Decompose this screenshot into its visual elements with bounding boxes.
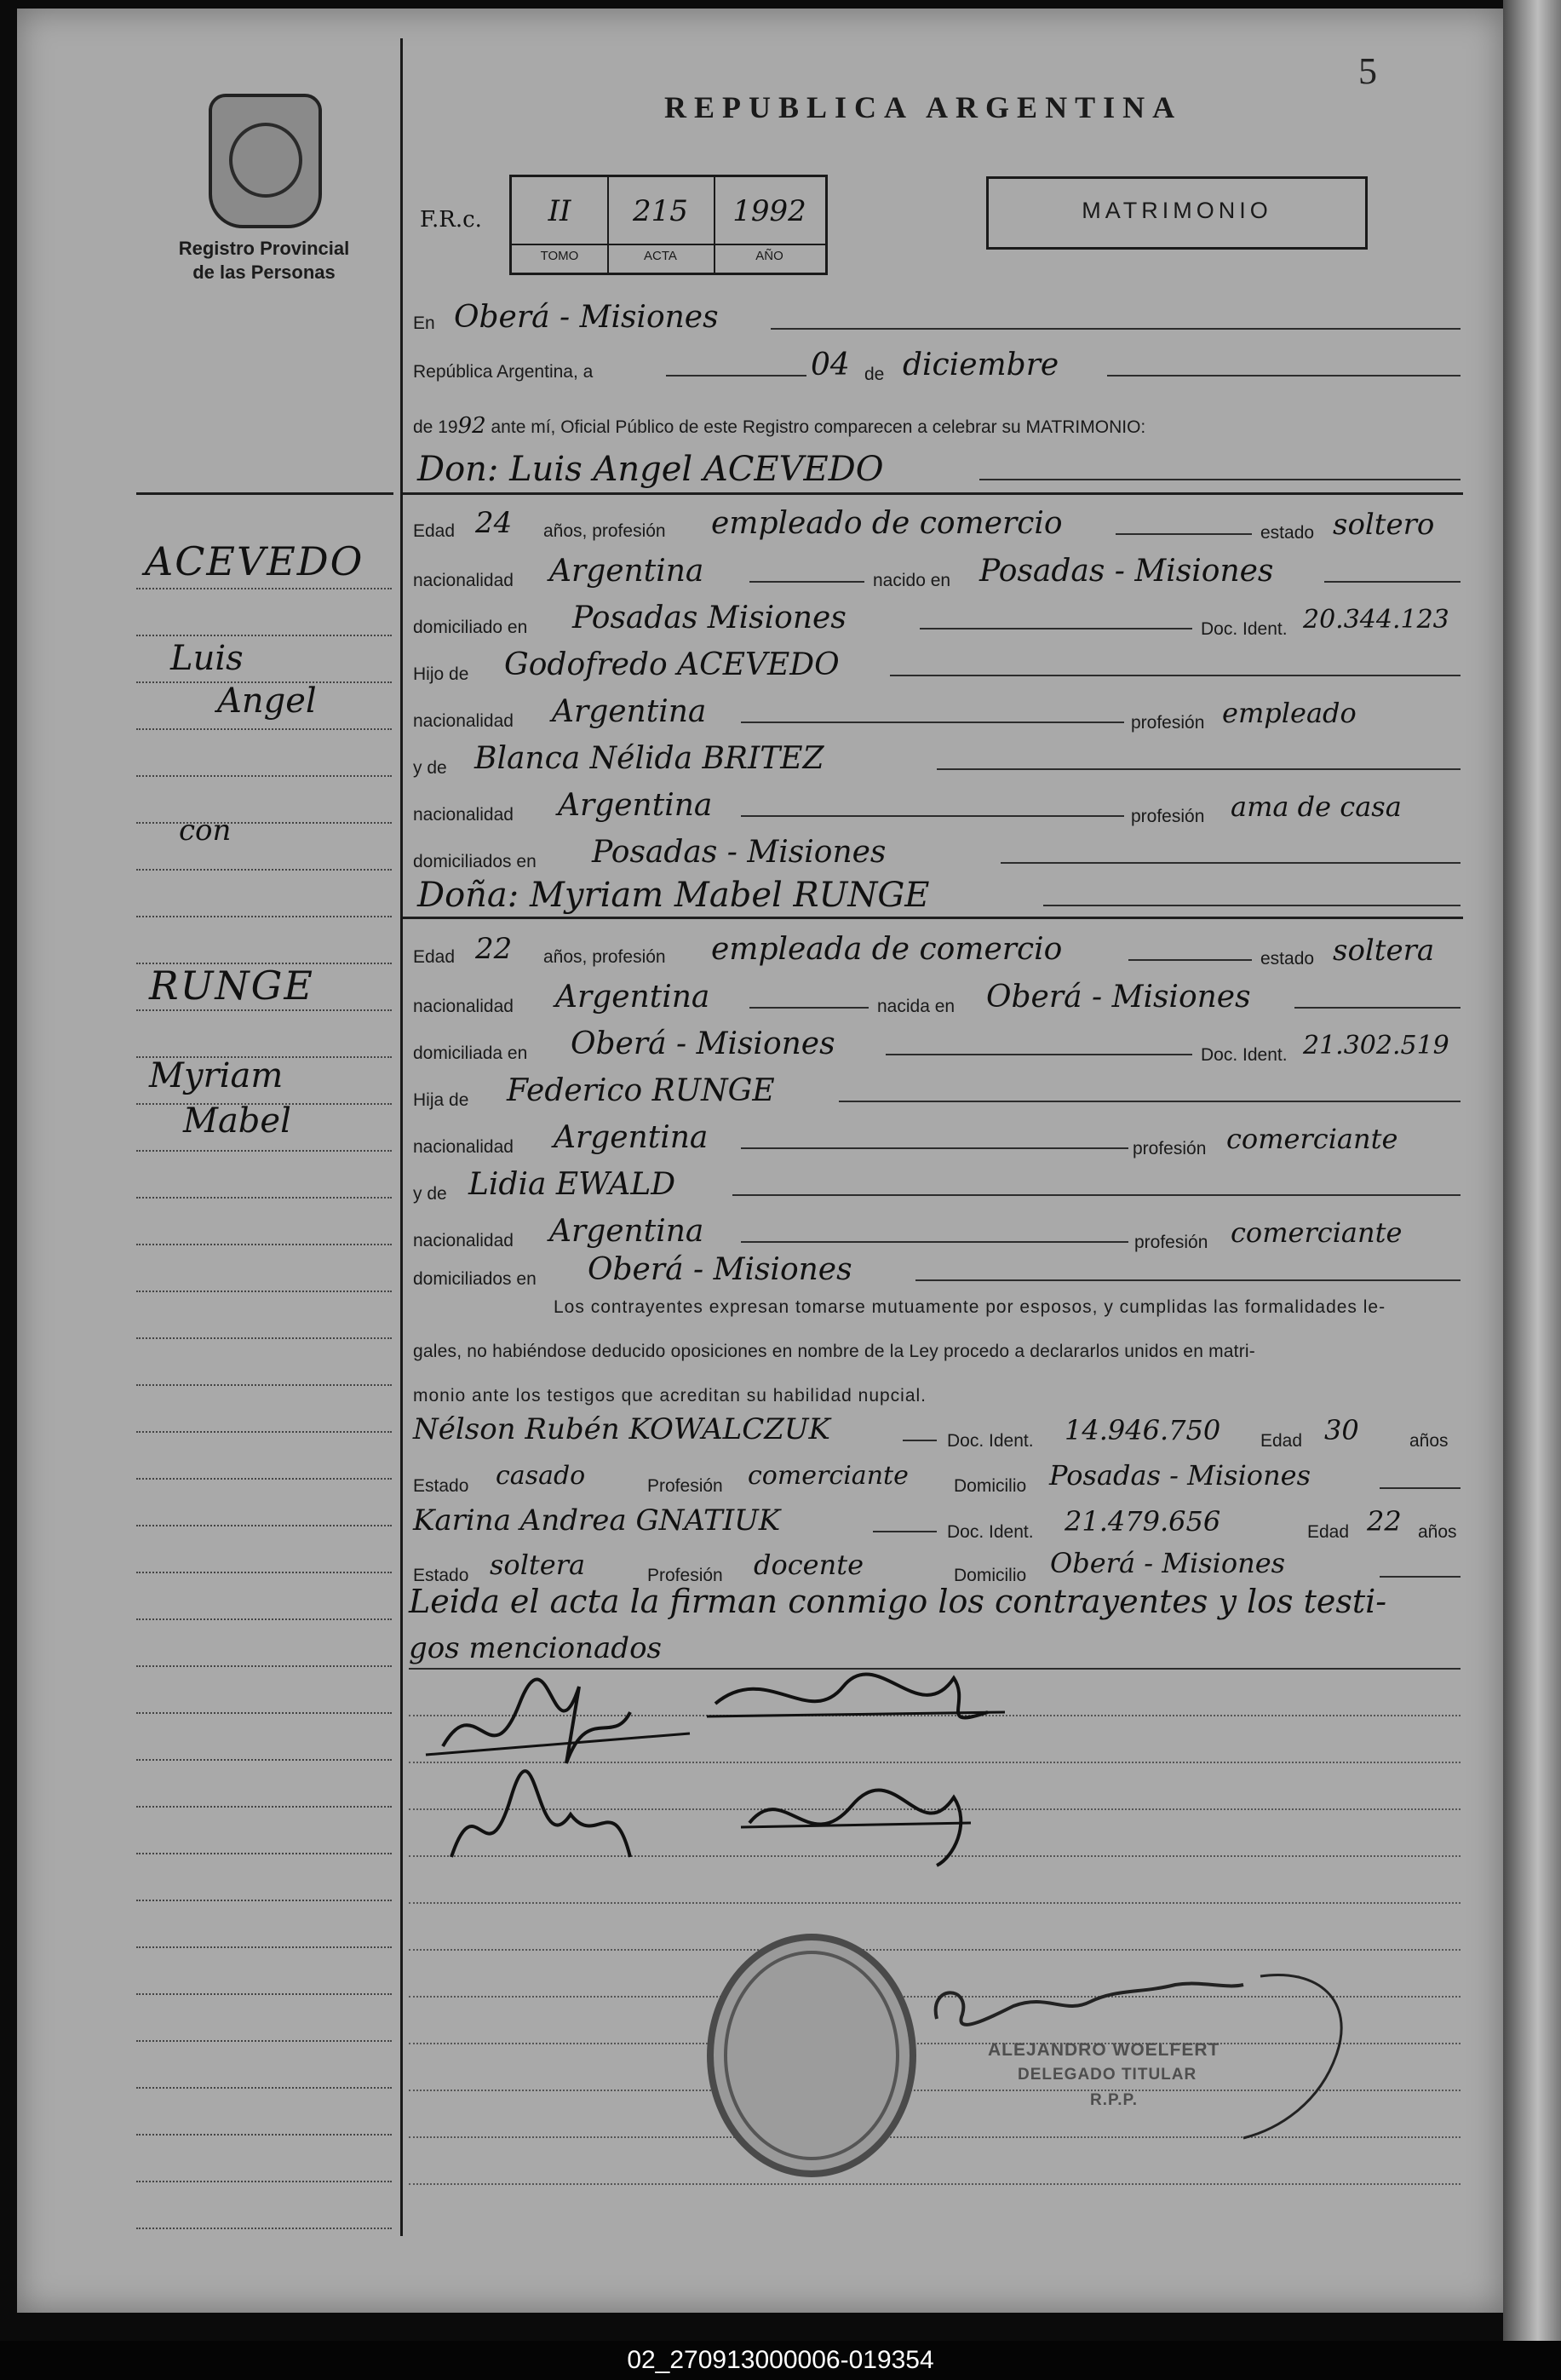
witness-2-domicile: Oberá - Misiones (1050, 1547, 1286, 1579)
bride-father: Federico RUNGE (507, 1073, 775, 1108)
bride-mother-profession: comerciante (1231, 1216, 1403, 1249)
groom-mother-nationality: Argentina (558, 788, 713, 823)
province-coat-of-arms-icon (209, 94, 322, 228)
groom-father: Godofredo ACEVEDO (504, 647, 840, 682)
witness-1-doc: 14.946.750 (1065, 1414, 1221, 1446)
groom-age: 24 (475, 506, 513, 540)
frc-label: F.R.c. (420, 207, 482, 233)
witness-2-age: 22 (1367, 1505, 1402, 1538)
bride-domicile-label: domiciliada en (413, 1043, 528, 1063)
margin-groom-surname: ACEVEDO (145, 538, 364, 584)
groom-mother-prof-label: profesión (1131, 807, 1205, 826)
official-name: ALEJANDRO WOELFERT (988, 2040, 1220, 2060)
witness-1-status: casado (496, 1461, 586, 1491)
declaration-line-2: gales, no habiéndose deducido oposiciones en nombre de la Ley procedo a declararlos unidos en matri- (413, 1342, 1255, 1361)
bride-doc-label: Doc. Ident. (1201, 1045, 1288, 1065)
groom-domicile-label: domiciliado en (413, 618, 528, 637)
witness-2-status-label: Estado (413, 1566, 469, 1585)
day: 04 (811, 348, 850, 382)
witness-2-status: soltera (490, 1549, 586, 1581)
bride-mother-prof-label: profesión (1134, 1233, 1208, 1252)
groom-mother-profession: ama de casa (1231, 790, 1402, 823)
bride-mother-nat-label: nacionalidad (413, 1231, 514, 1250)
groom-mother-nat-label: nacionalidad (413, 805, 514, 825)
margin-bride-name-1: Myriam (149, 1056, 284, 1095)
witness-1-domicile: Posadas - Misiones (1049, 1459, 1311, 1492)
bride-nationality: Argentina (555, 980, 710, 1015)
bride-status-label: estado (1260, 949, 1315, 969)
page-number: 5 (1358, 50, 1377, 92)
official-office: R.P.P. (1090, 2091, 1139, 2109)
bride-born-label: nacida en (877, 997, 956, 1016)
groom-born-label: nacido en (873, 571, 951, 590)
appearance-text: ante mí, Oficial Público de este Registro comparecen a celebrar su MATRIMONIO: (491, 417, 1146, 437)
margin-groom-name-1: Luis (170, 639, 244, 678)
groom-doc-label: Doc. Ident. (1201, 619, 1288, 639)
witness-2-name: Karina Andrea GNATIUK (413, 1503, 781, 1538)
official-role: DELEGADO TITULAR (1018, 2066, 1197, 2084)
groom-son-of-label: Hijo de (413, 664, 469, 684)
groom-age-label: Edad (413, 521, 456, 541)
act-type-box (986, 176, 1368, 250)
margin-bride-surname: RUNGE (149, 963, 314, 1009)
year-prefix: de 19 (413, 417, 458, 437)
year-suffix: 92 (457, 413, 486, 439)
record-number-box (509, 175, 828, 275)
bride-nationality-label: nacionalidad (413, 997, 514, 1016)
month: diciembre (903, 348, 1059, 382)
bride-parents-domicile: Oberá - Misiones (588, 1252, 852, 1287)
witness-2-profession: docente (754, 1549, 864, 1581)
act-type: MATRIMONIO (1082, 198, 1272, 223)
witness-1-age-label: Edad (1260, 1431, 1303, 1451)
bride-profession: empleada de comercio (711, 932, 1063, 967)
groom-and-of-label: y de (413, 758, 447, 778)
groom-father-nationality: Argentina (552, 694, 707, 729)
witness-2-prof-label: Profesión (647, 1566, 723, 1585)
registry-line-1: Registro Provincial (178, 238, 350, 259)
book-edge (1503, 0, 1561, 2343)
margin-divider (400, 38, 403, 2236)
groom-nationality-label: nacionalidad (413, 571, 514, 590)
bride-mother-nationality: Argentina (549, 1214, 704, 1249)
groom-father-prof-label: profesión (1131, 713, 1205, 733)
bride-father-nat-label: nacionalidad (413, 1137, 514, 1157)
groom-father-profession: empleado (1222, 697, 1357, 729)
groom-years-label: años, profesión (543, 521, 666, 541)
bride-status: soltera (1333, 934, 1435, 968)
bride-years-label: años, profesión (543, 947, 666, 967)
witness-2-years-label: años (1418, 1522, 1457, 1542)
acta-value: 215 (633, 194, 688, 228)
groom-mother: Blanca Nélida BRITEZ (474, 741, 824, 776)
closing-line-1: Leida el acta la firman conmigo los contrayentes y los testi- (409, 1583, 1387, 1620)
bride-mother: Lidia EWALD (468, 1167, 676, 1202)
document-title: REPUBLICA ARGENTINA (664, 90, 1183, 124)
witness-2-doc: 21.479.656 (1065, 1505, 1221, 1538)
groom-father-nat-label: nacionalidad (413, 711, 514, 731)
bride-age-label: Edad (413, 947, 456, 967)
de-label: de (864, 365, 885, 384)
bride-daughter-of-label: Hija de (413, 1090, 469, 1110)
year-label: AÑO (755, 249, 783, 263)
margin-connector: con (179, 813, 232, 848)
bride-father-prof-label: profesión (1133, 1139, 1207, 1158)
witness-1-profession: comerciante (748, 1461, 909, 1491)
tomo-label: TOMO (540, 249, 579, 263)
declaration-line-1: Los contrayentes expresan tomarse mutuamente por esposos, y cumplidas las formalidades le- (554, 1297, 1386, 1317)
witness-2-doc-label: Doc. Ident. (947, 1522, 1034, 1542)
groom-parents-domicile: Posadas - Misiones (592, 835, 887, 870)
witness-1-status-label: Estado (413, 1476, 469, 1496)
year-value: 1992 (732, 194, 806, 228)
declaration-line-3: monio ante los testigos que acreditan su habilidad nupcial. (413, 1386, 927, 1406)
witness-1-name: Nélson Rubén KOWALCZUK (413, 1412, 830, 1446)
year-line (413, 413, 1145, 439)
witness-1-doc-label: Doc. Ident. (947, 1431, 1034, 1451)
witness-1-age: 30 (1324, 1414, 1359, 1446)
groom-status-label: estado (1260, 523, 1315, 543)
witness-1-dom-label: Domicilio (954, 1476, 1027, 1496)
witness-1-years-label: años (1409, 1431, 1449, 1451)
scan-id: 02_270913000006-019354 (0, 2341, 1561, 2380)
signatures-icon (409, 1653, 1056, 1891)
groom-status: soltero (1333, 508, 1435, 542)
registry-name (153, 237, 375, 285)
acta-label: ACTA (644, 249, 677, 263)
bride-parents-dom-label: domiciliados en (413, 1269, 537, 1289)
groom-title: Don: Luis Angel ACEVEDO (417, 450, 884, 489)
bride-doc: 21.302.519 (1303, 1031, 1449, 1061)
groom-parents-dom-label: domiciliados en (413, 852, 537, 871)
groom-birthplace: Posadas - Misiones (979, 554, 1274, 589)
margin-groom-name-2: Angel (217, 681, 317, 721)
bride-and-of-label: y de (413, 1184, 447, 1204)
official-round-seal-icon (707, 1934, 916, 2177)
tomo-value: II (548, 194, 571, 228)
bride-father-nationality: Argentina (554, 1120, 709, 1155)
groom-doc: 20.344.123 (1303, 605, 1449, 635)
closing-line-2: gos mencionados (409, 1631, 662, 1665)
bride-domicile: Oberá - Misiones (571, 1026, 835, 1061)
place: Oberá - Misiones (454, 300, 719, 335)
republica-label: República Argentina, a (413, 362, 594, 382)
bride-father-profession: comerciante (1226, 1123, 1398, 1155)
margin-bride-name-2: Mabel (183, 1101, 291, 1141)
bride-age: 22 (475, 932, 513, 966)
witness-1-prof-label: Profesión (647, 1476, 723, 1496)
witness-2-age-label: Edad (1307, 1522, 1350, 1542)
bride-title: Doña: Myriam Mabel RUNGE (417, 876, 930, 915)
groom-domicile: Posadas Misiones (572, 601, 846, 635)
registry-line-2: de las Personas (192, 262, 336, 283)
en-label: En (413, 313, 435, 333)
witness-2-dom-label: Domicilio (954, 1566, 1027, 1585)
bride-birthplace: Oberá - Misiones (986, 980, 1251, 1015)
groom-nationality: Argentina (549, 554, 704, 589)
groom-profession: empleado de comercio (711, 506, 1063, 541)
